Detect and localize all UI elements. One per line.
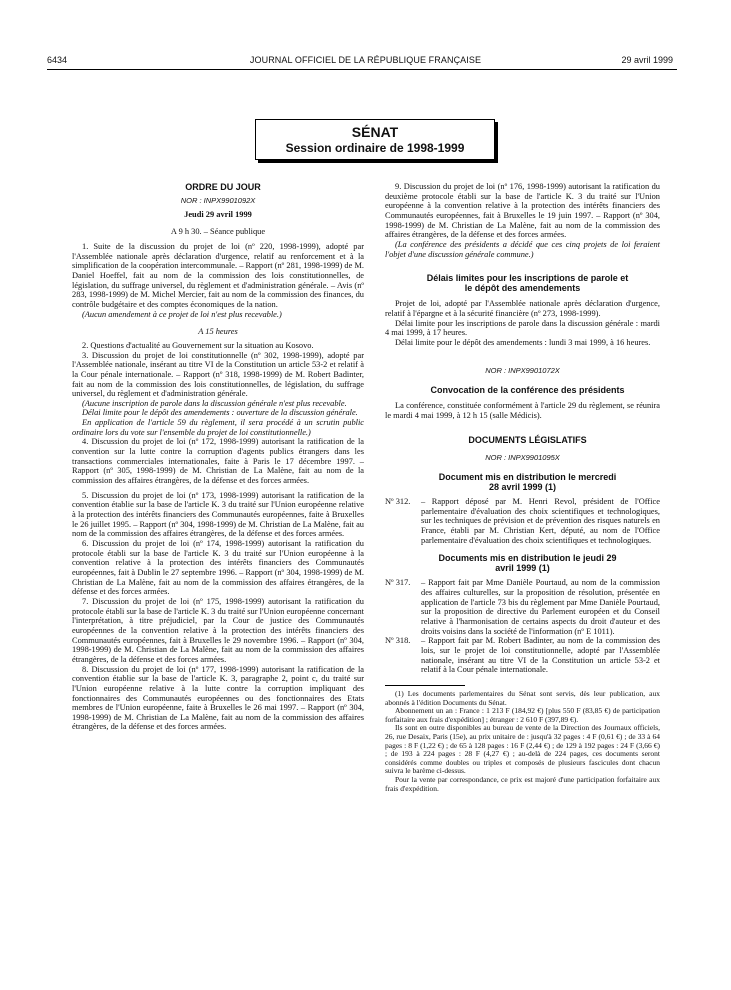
session-time-afternoon: A 15 heures bbox=[198, 327, 238, 337]
agenda-item-1-note: (Aucun amendement à ce projet de loi n'est plus recevable.) bbox=[82, 309, 282, 319]
document-312-number: Nº 312. bbox=[385, 497, 411, 507]
agenda-item-3-note-1: (Aucune inscription de parole dans la discussion générale n'est plus recevable. bbox=[82, 398, 347, 408]
agenda-item-9-note: (La conférence des présidents a décidé que ces cinq projets de loi feraient l'objet d'une discussion générale commune.) bbox=[385, 239, 660, 259]
agenda-item-4: 4. Discussion du projet de loi (nº 172, 1998-1999) autorisant la ratification de la convention sur la lutte contre la corruption d'agents publics étrangers dans les transactions commerciales internationales, faite à Paris le 17 décembre 1997. – Rapport (nº 305, 1998-1999) de M. Christian de La Malène, fait au nom de la commission des affaires étrangères, de la défense et des forces armées. bbox=[72, 437, 364, 486]
agenda-item-1: 1. Suite de la discussion du projet de loi (nº 220, 1998-1999), adopté par l'Assemblée nationale après déclaration d'urgence, relatif au renforcement et à la simplification de la coopération intercommunale. – Rapport (nº 281, 1998-1999) de M. Daniel Hoeffel, fait au nom de la commission des lois constitutionnelles, de législation, du suffrage universel, du règlement et d'administration générale. – Avis (nº 283, 1998-1999) de M. Michel Mercier, fait au nom de la commission des finances, du contrôle budgétaire et des comptes économiques de la nation. bbox=[72, 241, 364, 309]
document-317-text: – Rapport fait par Mme Danièle Pourtaud, au nom de la commission des affaires culturelles, sur la proposition de résolution, présentée en application de l'article 73 bis du règlement par Mme Danièle Pourtaud, sur la proposition de directive du Parlement européen et du Conseil relative à l'harmonisation de certains aspects du droit d'auteur et des droits voisins dans la société de l'information (nº E 1011). bbox=[421, 578, 660, 636]
document-317 bbox=[385, 578, 660, 636]
agenda-item-2: 2. Questions d'actualité au Gouvernement sur la situation au Kosovo. bbox=[82, 340, 314, 350]
document-318-text: – Rapport fait par M. Robert Badinter, au nom de la commission des lois, sur le projet de loi constitutionnelle, adopté par l'Assemblée nationale, insérant au titre VI de la Constitution un article 53-2 et relatif à la Cour pénale internationale. bbox=[421, 636, 660, 675]
conference-heading: Convocation de la conférence des présidents bbox=[430, 385, 625, 396]
agenda-item-5: 5. Discussion du projet de loi (nº 173, 1998-1999) autorisant la ratification de la convention établie sur la base de l'article K. 3 du traité sur l'Union européenne relative à la protection des intérêts financiers des Communautés européennes, faite à Bruxelles le 26 juillet 1995. – Rapport (nº 304, 1998-1999) de M. Christian de La Malène, fait au nom de la commission des affaires étrangères, de la défense et des forces armées. bbox=[72, 490, 364, 539]
senat-banner bbox=[255, 119, 495, 160]
delais-paragraph-1: Projet de loi, adopté par l'Assemblée nationale après déclaration d'urgence, relatif à l'épargne et à la sécurité financière (nº 273, 1998-1999). bbox=[385, 299, 660, 318]
nor-reference: NOR : INPX9901092X bbox=[180, 196, 256, 205]
right-column bbox=[385, 182, 660, 793]
distribution-heading-2: Documents mis en distribution le jeudi 29 avril 1999 (1) bbox=[438, 553, 617, 574]
journal-title: JOURNAL OFFICIEL DE LA RÉPUBLIQUE FRANÇAISE bbox=[249, 55, 482, 65]
page-number: 6434 bbox=[47, 55, 68, 65]
nor-reference-3: NOR : INPX9901095X bbox=[485, 452, 560, 462]
document-318-number: Nº 318. bbox=[385, 636, 411, 646]
document-312-text: – Rapport déposé par M. Henri Revol, président de l'Office parlementaire d'évaluation des choix scientifiques et technologiques, sur les techniques de prévision et de prévention des risques naturels en France, établi par M. Christian Kert, député, au nom de l'Office parlementaire d'évaluation des choix scientifiques et technologiques. bbox=[421, 497, 660, 545]
ordre-du-jour-heading: ORDRE DU JOUR bbox=[185, 182, 261, 192]
delais-heading: Délais limites pour les inscriptions de parole et le dépôt des amendements bbox=[426, 273, 629, 294]
session-time-morning: A 9 h 30. – Séance publique bbox=[170, 227, 266, 237]
banner-subtitle: Session ordinaire de 1998-1999 bbox=[285, 141, 465, 155]
banner-title: SÉNAT bbox=[351, 124, 399, 140]
document-318 bbox=[385, 636, 660, 675]
footnote-prices: Ils sont en outre disponibles au bureau de vente de la Direction des Journaux officiels, 26, rue Desaix, Paris (15e), au prix unitaire de : jusqu'à 32 pages : 4 F (0,61 €) ; de 33 à 64 pages : 8 F (1,22 €) ; de 65 à 128 pages : 16 F (2,44 €) ; de 129 à 192 pages : 24 F (3,66 €) ; de 193 à 224 pages : 28 F (4,27 €) ; au-delà de 224 pages, ces documents seront considérés comme doubles ou triples et composés de plusieurs fascicules dont chacun suivra le barème ci-dessus. bbox=[385, 723, 660, 776]
footnote-subscription: Abonnement un an : France : 1 213 F (184,92 €) [plus 550 F (83,85 €) de participation forfaitaire aux frais d'expédition] ; étranger : 2 610 F (397,89 €). bbox=[385, 706, 660, 724]
agenda-item-3-note-2: Délai limite pour le dépôt des amendements : ouverture de la discussion générale. bbox=[82, 408, 358, 418]
document-312 bbox=[385, 497, 660, 545]
delais-paragraph-2: Délai limite pour les inscriptions de parole dans la discussion générale : mardi 4 mai 1999, à 17 heures. bbox=[385, 318, 660, 338]
nor-reference-2: NOR : INPX9901072X bbox=[485, 365, 560, 375]
distribution-heading-1: Document mis en distribution le mercredi 28 avril 1999 (1) bbox=[438, 472, 617, 493]
header-divider bbox=[47, 69, 677, 70]
conference-paragraph: La conférence, constituée conformément à l'article 29 du règlement, se réunira le mardi 4 mai 1999, à 12 h 15 (salle Médicis). bbox=[385, 401, 660, 420]
footnote-divider bbox=[385, 685, 465, 686]
documents-heading: DOCUMENTS LÉGISLATIFS bbox=[468, 434, 587, 445]
agenda-item-6: 6. Discussion du projet de loi (nº 174, 1998-1999) autorisant la ratification du protocole établi sur la base de l'article K. 3 du traité sur l'Union européenne à la convention relative à la protection des intérêts financiers des Communautés européennes, fait à Dublin le 27 septembre 1996. – Rapport (nº 304, 1998-1999) de M. Christian de La Malène, fait au nom de la commission des affaires étrangères, de la défense et des forces armées. bbox=[72, 539, 364, 597]
footnote-1: (1) Les documents parlementaires du Sénat sont servis, dès leur publication, aux abonnés à l'édition Documents du Sénat. bbox=[385, 689, 660, 707]
session-day: Jeudi 29 avril 1999 bbox=[184, 209, 252, 219]
agenda-item-7: 7. Discussion du projet de loi (nº 175, 1998-1999) autorisant la ratification du protocole établi sur la base de l'article K. 3 du traité sur l'Union européenne concernant l'interprétation, à titre préjudiciel, par la Cour de justice des Communautés européennes de la convention relative à la protection des intérêts financiers des Communautés européennes, fait à Bruxelles le 29 novembre 1996. – Rapport (nº 304, 1998-1999) de M. Christian de La Malène, fait au nom de la commission des affaires étrangères, de la défense et des forces armées. bbox=[72, 596, 364, 664]
agenda-item-9: 9. Discussion du projet de loi (nº 176, 1998-1999) autorisant la ratification du deuxième protocole établi sur la base de l'article K. 3 du traité sur l'Union européenne à la convention relative à la protection des intérêts financiers des Communautés européennes, fait à Bruxelles le 19 juin 1997. – Rapport (nº 304, 1998-1999) de M. Christian de La Malène, fait au nom de la commission des affaires étrangères, de la défense et des forces armées. bbox=[385, 182, 660, 240]
agenda-item-3: 3. Discussion du projet de loi constitutionnelle (nº 302, 1998-1999), adopté par l'Assemblée nationale, insérant au titre VI de la Constitution un article 53-2 et relatif à la Cour pénale internationale. – Rapport (nº 318, 1998-1999) de M. Robert Badinter, fait au nom de la commission des lois constitutionnelles, de législation, du suffrage universel, du règlement et d'administration générale. bbox=[72, 350, 364, 399]
delais-paragraph-3: Délai limite pour le dépôt des amendements : lundi 3 mai 1999, à 16 heures. bbox=[395, 337, 651, 347]
agenda-item-8: 8. Discussion du projet de loi (nº 177, 1998-1999) autorisant la ratification de la convention établie sur la base de l'article K. 3, paragraphe 2, point c, du traité sur l'Union européenne relative à la lutte contre la corruption impliquant des fonctionnaires des Communautés européennes ou des fonctionnaires des Etats membres de l'Union européenne, faite à Bruxelles le 26 mai 1997. – Rapport (nº 304, 1998-1999) de M. Christian de La Malène, fait au nom de la commission des affaires étrangères, de la défense et des forces armées. bbox=[72, 664, 364, 732]
left-column bbox=[72, 182, 364, 732]
agenda-item-3-note-3: En application de l'article 59 du règlement, il sera procédé à un scrutin public ordinaire lors du vote sur l'ensemble du projet de loi constitutionnelle.) bbox=[72, 418, 364, 437]
footnote-mail-order: Pour la vente par correspondance, ce prix est majoré d'une participation forfaitaire aux frais d'expédition. bbox=[385, 774, 660, 793]
document-317-number: Nº 317. bbox=[385, 578, 411, 588]
header-date: 29 avril 1999 bbox=[621, 55, 673, 65]
